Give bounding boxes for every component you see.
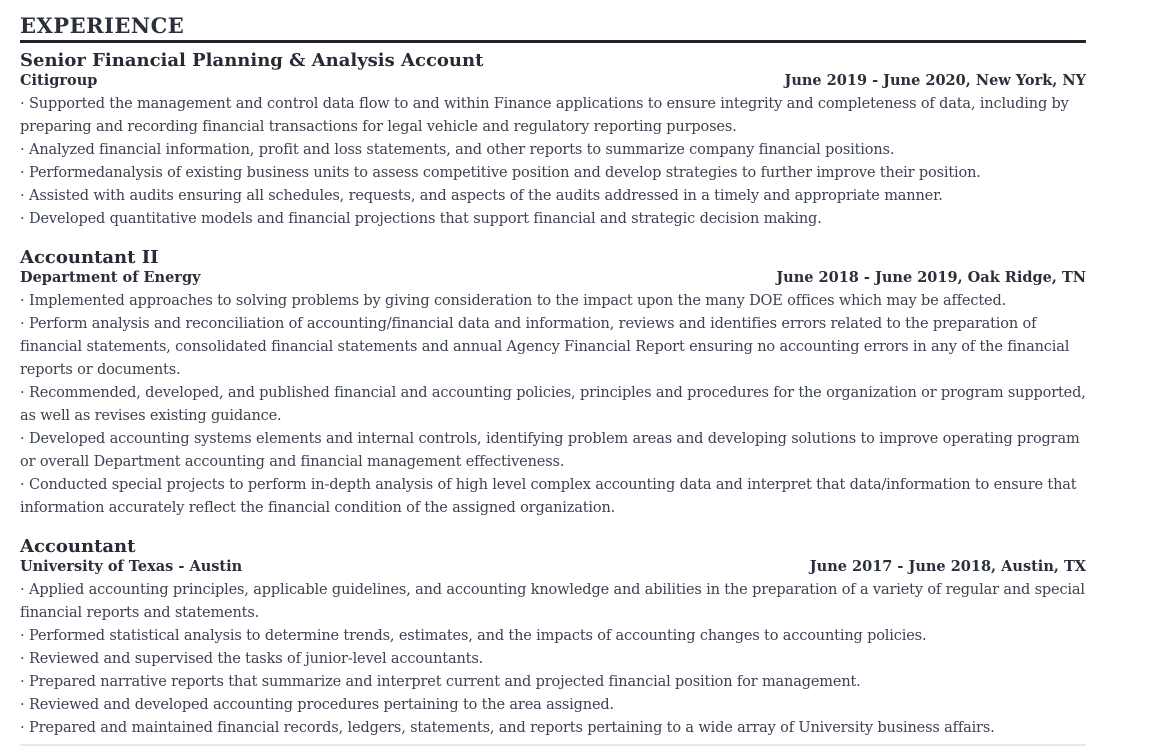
bullet-text: Applied accounting principles, applicable guidelines, and accounting knowledge and abilities in the preparation of a variety of regular and special financial reports and statements. bbox=[20, 582, 1085, 621]
bullet-text: Implemented approaches to solving problems by giving consideration to the impact upon the many DOE offices which may be affected. bbox=[29, 293, 1007, 309]
bullet-text: Recommended, developed, and published financial and accounting policies, principles and procedures for the organization or program supported, as well as revises existing guidance. bbox=[20, 385, 1086, 424]
bullet-text: Developed accounting systems elements and internal controls, identifying problem areas and developing solutions to improve operating program or overall Department accounting and financial management effectiveness. bbox=[20, 431, 1080, 470]
bullet-item bbox=[20, 139, 1086, 162]
bullet-text: Analyzed financial information, profit and loss statements, and other reports to summarize company financial positions. bbox=[29, 142, 895, 158]
job-title: Accountant II bbox=[20, 247, 159, 268]
company-name: Citigroup bbox=[20, 72, 98, 89]
job-meta bbox=[20, 269, 1086, 287]
company-name: University of Texas - Austin bbox=[20, 558, 243, 575]
job-dates-location: June 2019 - June 2020, New York, NY bbox=[784, 72, 1086, 89]
bullet-dot-icon: · bbox=[20, 720, 25, 736]
bullet-text: Prepared narrative reports that summarize and interpret current and projected financial position for management. bbox=[29, 674, 861, 690]
bullet-dot-icon: · bbox=[20, 431, 25, 447]
bullet-item bbox=[20, 428, 1086, 474]
bullet-item bbox=[20, 648, 1086, 671]
job-bullets bbox=[20, 93, 1086, 231]
bullet-dot-icon: · bbox=[20, 211, 25, 227]
bullet-text: Reviewed and supervised the tasks of junior-level accountants. bbox=[29, 651, 484, 667]
bullet-dot-icon: · bbox=[20, 674, 25, 690]
bullet-item bbox=[20, 208, 1086, 231]
bullet-text: Conducted special projects to perform in-depth analysis of high level complex accounting data and interpret that data/information to ensure that information accurately reflect the financial condition of the assigned organization. bbox=[20, 477, 1077, 516]
bullet-item bbox=[20, 694, 1086, 717]
bullet-dot-icon: · bbox=[20, 293, 25, 309]
bullet-text: Performedanalysis of existing business units to assess competitive position and develop strategies to further improve their position. bbox=[29, 165, 981, 181]
bullet-item bbox=[20, 625, 1086, 648]
job-meta bbox=[20, 558, 1086, 576]
bullet-dot-icon: · bbox=[20, 385, 25, 401]
page-bottom-divider bbox=[20, 744, 1086, 746]
bullet-text: Assisted with audits ensuring all schedules, requests, and aspects of the audits addressed in a timely and appropriate manner. bbox=[29, 188, 943, 204]
bullet-text: Performed statistical analysis to determine trends, estimates, and the impacts of accounting changes to accounting policies. bbox=[29, 628, 927, 644]
bullet-text: Prepared and maintained financial records, ledgers, statements, and reports pertaining to a wide array of University business affairs. bbox=[29, 720, 995, 736]
bullet-dot-icon: · bbox=[20, 96, 25, 112]
job-title: Accountant bbox=[20, 536, 136, 557]
bullet-dot-icon: · bbox=[20, 188, 25, 204]
bullet-text: Supported the management and control data flow to and within Finance applications to ensure integrity and completeness of data, including by preparing and recording financial transactions for legal vehicle and regulatory reporting purposes. bbox=[20, 96, 1069, 135]
bullet-item bbox=[20, 474, 1086, 520]
bullet-item bbox=[20, 290, 1086, 313]
bullet-item bbox=[20, 313, 1086, 382]
bullet-item bbox=[20, 579, 1086, 625]
bullet-dot-icon: · bbox=[20, 477, 25, 493]
job-entry bbox=[20, 536, 1086, 740]
section-divider bbox=[20, 40, 1086, 43]
job-entry bbox=[20, 50, 1086, 231]
bullet-item bbox=[20, 717, 1086, 740]
company-name: Department of Energy bbox=[20, 269, 201, 286]
bullet-dot-icon: · bbox=[20, 316, 25, 332]
job-dates-location: June 2018 - June 2019, Oak Ridge, TN bbox=[776, 269, 1086, 286]
bullet-text: Perform analysis and reconciliation of accounting/financial data and information, reviews and identifies errors related to the preparation of financial statements, consolidated financial statements and annual Agency Financial Report ensuring no accounting errors in any of the financial reports or documents. bbox=[20, 316, 1070, 378]
bullet-item bbox=[20, 185, 1086, 208]
resume-experience-section bbox=[20, 12, 1086, 756]
bullet-item bbox=[20, 93, 1086, 139]
job-bullets bbox=[20, 579, 1086, 740]
job-dates-location: June 2017 - June 2018, Austin, TX bbox=[809, 558, 1086, 575]
bullet-dot-icon: · bbox=[20, 582, 25, 598]
job-bullets bbox=[20, 290, 1086, 520]
bullet-dot-icon: · bbox=[20, 697, 25, 713]
bullet-item bbox=[20, 671, 1086, 694]
bullet-dot-icon: · bbox=[20, 165, 25, 181]
section-title: EXPERIENCE bbox=[20, 13, 185, 38]
job-title: Senior Financial Planning & Analysis Account bbox=[20, 50, 484, 71]
bullet-item bbox=[20, 162, 1086, 185]
bullet-dot-icon: · bbox=[20, 142, 25, 158]
bullet-item bbox=[20, 382, 1086, 428]
bullet-text: Reviewed and developed accounting procedures pertaining to the area assigned. bbox=[29, 697, 614, 713]
bullet-dot-icon: · bbox=[20, 628, 25, 644]
job-meta bbox=[20, 72, 1086, 90]
bullet-dot-icon: · bbox=[20, 651, 25, 667]
job-entry bbox=[20, 247, 1086, 520]
bullet-text: Developed quantitative models and financial projections that support financial and strategic decision making. bbox=[29, 211, 822, 227]
